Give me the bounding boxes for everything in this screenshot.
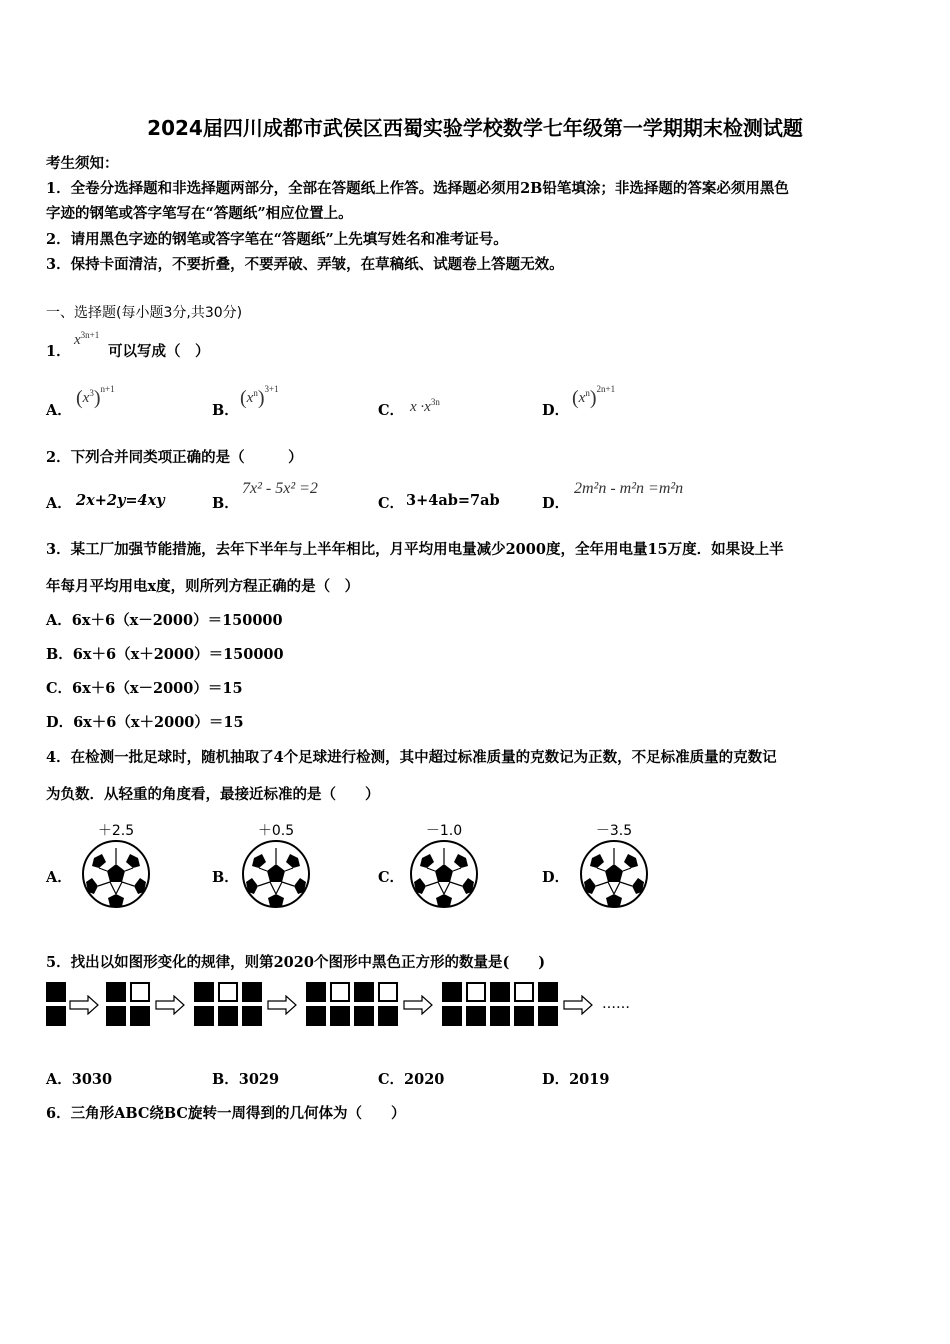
q3-option-d: D．6x＋6（x＋2000）＝15	[46, 714, 244, 731]
q1-option-d-expr: $(x^n)^{2n+1}$	[572, 384, 616, 409]
q4-option-d-value: －3.5	[595, 823, 633, 839]
soccer-ball-icon	[408, 838, 480, 910]
q5-option-c: C．2020	[378, 1071, 445, 1088]
pattern-black-square	[306, 1006, 326, 1026]
q4-option-d-ball	[574, 820, 654, 914]
q2-option-d-expr: 2m²n - m²n =m²n	[574, 480, 684, 497]
pattern-black-square	[514, 1006, 534, 1026]
q1-option-c-expr: $x \cdot x^{3n}$	[410, 397, 440, 415]
notice-line-1b: 字迹的钢笔或答字笔写在“答题纸”相应位置上。	[46, 205, 353, 222]
notice-line-3: 3．保持卡面清洁，不要折叠，不要弄破、弄皱，在草稿纸、试题卷上答题无效。	[46, 256, 564, 273]
q6-stem: 6．三角形ABC绕BC旋转一周得到的几何体为（ ）	[46, 1105, 406, 1122]
q1-option-b-expr: $(x^n)^{3+1}$	[240, 384, 279, 409]
q2-option-a-label: A．	[46, 495, 72, 512]
pattern-white-square	[330, 982, 350, 1002]
pattern-black-square	[194, 982, 214, 1002]
pattern-black-square	[106, 1006, 126, 1026]
arrow-right-icon	[402, 995, 434, 1015]
pattern-black-square	[194, 1006, 214, 1026]
q4-option-b-value: ＋0.5	[257, 823, 295, 839]
q1-number: 1．	[46, 343, 71, 360]
arrow-right-icon	[154, 995, 186, 1015]
q4-option-a-value: ＋2.5	[97, 823, 135, 839]
q4-stem-line-2: 为负数．从轻重的角度看，最接近标准的是（ ）	[46, 786, 380, 803]
q5-option-a: A．3030	[46, 1071, 113, 1088]
page-title: 2024届四川成都市武侯区西蜀实验学校数学七年级第一学期期末检测试题	[147, 116, 803, 140]
pattern-white-square	[514, 982, 534, 1002]
q2-option-a-expr: 2x+2y=4xy	[76, 492, 165, 509]
q5-stem: 5．找出以如图形变化的规律，则第2020个图形中黑色正方形的数量是( )	[46, 954, 546, 971]
pattern-ellipsis: ……	[602, 996, 630, 1012]
q5-option-b: B．3029	[212, 1071, 280, 1088]
pattern-black-square	[538, 1006, 558, 1026]
notice-heading: 考生须知：	[46, 155, 119, 172]
pattern-black-square	[330, 1006, 350, 1026]
pattern-white-square	[218, 982, 238, 1002]
pattern-black-square	[490, 982, 510, 1002]
q2-option-d-label: D．	[542, 495, 570, 512]
pattern-black-square	[46, 982, 66, 1002]
q1-option-a-label: A．	[46, 402, 72, 419]
soccer-ball-icon	[578, 838, 650, 910]
pattern-white-square	[466, 982, 486, 1002]
q4-option-b-ball	[236, 820, 316, 914]
pattern-black-square	[538, 982, 558, 1002]
q3-stem-line-2: 年每月平均用电x度，则所列方程正确的是（ ）	[46, 578, 360, 595]
pattern-black-square	[354, 982, 374, 1002]
q1-option-c-label: C．	[378, 402, 405, 419]
q3-option-b: B．6x＋6（x＋2000）＝150000	[46, 646, 284, 663]
q2-option-b-label: B．	[212, 495, 239, 512]
q4-option-a-label: A．	[46, 869, 72, 886]
q3-option-c: C．6x＋6（x－2000）＝15	[46, 680, 243, 697]
pattern-black-square	[242, 982, 262, 1002]
q1-option-d-label: D．	[542, 402, 570, 419]
q2-option-b-expr: 7x² - 5x² =2	[242, 480, 318, 497]
pattern-black-square	[442, 982, 462, 1002]
section-heading: 一、选择题(每小题3分,共30分)	[46, 305, 243, 321]
q4-option-c-value: －1.0	[425, 823, 463, 839]
pattern-black-square	[354, 1006, 374, 1026]
pattern-black-square	[46, 1006, 66, 1026]
q3-stem-line-1: 3．某工厂加强节能措施，去年下半年与上半年相比，月平均用电量减少2000度，全年用电量15万度．如果设上半	[46, 541, 784, 558]
q4-option-c-label: C．	[378, 869, 405, 886]
notice-line-2: 2．请用黑色字迹的钢笔或答字笔在“答题纸”上先填写姓名和准考证号。	[46, 231, 508, 248]
pattern-black-square	[442, 1006, 462, 1026]
pattern-black-square	[130, 1006, 150, 1026]
q4-option-b-label: B．	[212, 869, 239, 886]
q5-pattern-figure	[46, 982, 630, 1030]
q1-option-b-label: B．	[212, 402, 239, 419]
pattern-black-square	[490, 1006, 510, 1026]
pattern-white-square	[130, 982, 150, 1002]
q2-option-c-expr: 3+4ab=7ab	[406, 492, 500, 509]
pattern-black-square	[106, 982, 126, 1002]
pattern-black-square	[466, 1006, 486, 1026]
q3-option-a: A．6x＋6（x－2000）＝150000	[46, 612, 283, 629]
pattern-black-square	[218, 1006, 238, 1026]
pattern-black-square	[306, 982, 326, 1002]
q5-option-d: D．2019	[542, 1071, 610, 1088]
q4-stem-line-1: 4．在检测一批足球时，随机抽取了4个足球进行检测，其中超过标准质量的克数记为正数，不足标准质量的克数记	[46, 749, 777, 766]
arrow-right-icon	[68, 995, 100, 1015]
soccer-ball-icon	[80, 838, 152, 910]
q2-option-c-label: C．	[378, 495, 405, 512]
pattern-white-square	[378, 982, 398, 1002]
arrow-right-icon	[266, 995, 298, 1015]
q1-stem: 可以写成（ ）	[108, 343, 210, 360]
q2-stem: 2．下列合并同类项正确的是（ ）	[46, 449, 303, 466]
q4-option-a-ball	[76, 820, 156, 914]
q1-option-a-expr: $(x^3)^{n+1}$	[76, 384, 115, 409]
q4-option-c-ball	[404, 820, 484, 914]
arrow-right-icon	[562, 995, 594, 1015]
notice-line-1a: 1．全卷分选择题和非选择题两部分，全部在答题纸上作答。选择题必须用2B铅笔填涂；非选择题的答案必须用黑色	[46, 180, 789, 197]
pattern-black-square	[242, 1006, 262, 1026]
q1-expression: $x^{3n+1}$	[74, 330, 100, 348]
soccer-ball-icon	[240, 838, 312, 910]
q4-option-d-label: D．	[542, 869, 570, 886]
pattern-black-square	[378, 1006, 398, 1026]
